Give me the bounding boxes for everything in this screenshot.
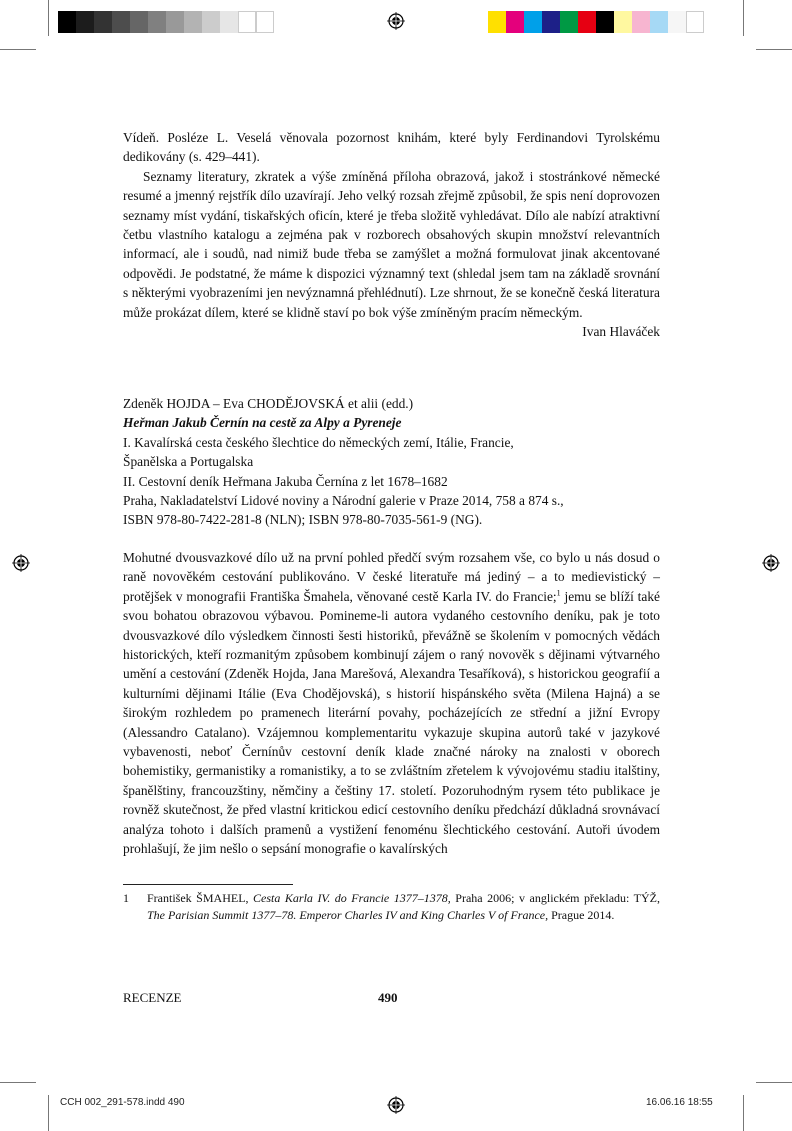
registration-mark-left-icon — [12, 554, 30, 572]
color-swatch — [524, 11, 542, 33]
volume-two-title: II. Cestovní deník Heřmana Jakuba Černína z let 1678–1682 — [123, 473, 448, 489]
volume-one-title: I. Kavalírská cesta českého šlechtice do německých zemí, Itálie, Francie, — [123, 434, 514, 450]
color-swatch — [58, 11, 76, 33]
crop-mark — [0, 49, 36, 50]
crop-mark — [756, 49, 792, 50]
page-number: 490 — [378, 990, 398, 1005]
footnote — [123, 890, 660, 924]
footnote-number: 1 — [123, 891, 129, 905]
color-swatch — [542, 11, 560, 33]
footnote-part: Prague 2014. — [548, 908, 615, 922]
paragraph: Vídeň. Posléze L. Veselá věnovala pozornost knihám, které byly Ferdinandovi Tyrolskému dedikovány (s. 429–441). — [123, 130, 660, 165]
footnote-title: The Parisian Summit 1377–78. Emperor Charles IV and King Charles V of France, — [147, 908, 549, 922]
color-swatch — [76, 11, 94, 33]
running-footer-section: RECENZE — [123, 990, 182, 1005]
slug-datetime: 16.06.16 18:55 — [646, 1097, 713, 1108]
book-authors: Zdeněk HOJDA – Eva CHODĚJOVSKÁ et alii (edd.) — [123, 396, 414, 411]
publisher-line: Praha, Nakladatelství Lidové noviny a Národní galerie v Praze 2014, 758 a 874 s., — [123, 493, 564, 509]
color-swatch — [220, 11, 238, 33]
color-swatch — [166, 11, 184, 33]
crop-mark — [48, 1095, 49, 1131]
color-swatch — [668, 11, 686, 33]
color-bar — [488, 11, 704, 33]
color-swatch — [202, 11, 220, 33]
footnote-title: Cesta Karla IV. do Francie 1377–1378, — [253, 891, 451, 905]
footnote-part: Praha 2006; v anglickém překladu: TÝŽ, — [450, 891, 660, 905]
body-text: jemu se blíží také svou bohatou obrazovou výbavou. Pomineme-li autora vydaného cestovního deníku, pak je toto dvousvazkové dílo výsledkem činnosti šesti historiků, převážně se školením v pomocných vědách historických, kteří rozmanitým způsobem kombinují zájem o raný novověk s dějinami výtvarného umění a cestování (Zdeněk Hojda, Jana Marešová, Alexandra Tesaříková), s historickou geografií a kulturními dějinami Itálie (Eva Chodějovská), s historií hispánského světa (Milena Hajná) a se širokým rozhledem po pramenech literární povahy, pocházejících ze střední a jižní Evropy (Alessandro Catalano). Vzájemnou komplementaritu vykazuje skupina autorů také v jazykové vybavenosti, neboť Černínův cestovní deník klade značné nároky na znalosti v oborech bohemistiky, germanistiky a romanistiky, a to se zvláštním zřetelem k vývojovému stadiu italštiny, španělštiny, francouzštiny, němčiny a češtiny 17. století. Pozoruhodným rysem této publikace je rovněž skutečnost, že před vlastní kritickou edicí cestovního deníku předchází důkladná srovnávací analýza tohoto i dalších pramenů a vystižení fenoménu šlechtického cestování. Autoři úvodem prohlašují, že jim nešlo o sepsání monografie o kavalírských — [123, 588, 660, 857]
footnote-text — [147, 890, 660, 924]
grayscale-bar — [58, 11, 274, 33]
crop-mark — [756, 1082, 792, 1083]
color-swatch — [112, 11, 130, 33]
book-title: Heřman Jakub Černín na cestě za Alpy a Pyreneje — [123, 415, 402, 431]
registration-mark-right-icon — [762, 554, 780, 572]
color-swatch — [488, 11, 506, 33]
color-swatch — [238, 11, 256, 33]
paragraph — [123, 548, 660, 859]
crop-mark — [743, 0, 744, 36]
body-text: Mohutné dvousvazkové dílo už na první pohled předčí svým rozsahem vše, co bylo u nás dosud o raně novověkém cestování publikováno. V české literatuře má jediný – a to medievistický – protějšek v monografii Františka Šmahela, věnované cestě Karla IV. do Francie; — [123, 550, 660, 604]
crop-mark — [743, 1095, 744, 1131]
bibliographic-entry — [123, 394, 660, 530]
color-swatch — [650, 11, 668, 33]
color-swatch — [686, 11, 704, 33]
color-swatch — [560, 11, 578, 33]
isbn-line: ISBN 978-80-7422-281-8 (NLN); ISBN 978-80-7035-561-9 (NG). — [123, 512, 483, 528]
crop-mark — [0, 1082, 36, 1083]
footnote-part: František ŠMAHEL, — [147, 891, 254, 905]
color-swatch — [130, 11, 148, 33]
review-signature: Ivan Hlaváček — [582, 324, 660, 340]
color-swatch — [596, 11, 614, 33]
color-swatch — [148, 11, 166, 33]
color-swatch — [256, 11, 274, 33]
footnote-rule — [123, 884, 293, 885]
color-swatch — [94, 11, 112, 33]
color-swatch — [632, 11, 650, 33]
color-swatch — [614, 11, 632, 33]
review-body — [123, 548, 660, 859]
review-continuation — [123, 128, 660, 341]
color-swatch — [506, 11, 524, 33]
paragraph: Seznamy literatury, zkratek a výše zmíněná příloha obrazová, jakož i stostránkové německé resumé a jmenný rejstřík dílo uzavírají. Jeho velký rozsah zřejmě způsobil, že spis není doprovozen seznamy míst vydání, tiskařských oficín, které je třeba složitě vyhledávat. Dílo ale nabízí atraktivní četbu vlastního katalogu a zejména pak v rozborech obsahových skupin množství relevantních informací, ale i soudů, nad nimiž bude třeba se zamýšlet a možná formulovat jinak akcentované odpovědi. Je podstatné, že máme k dispozici významný text (shledal jsem tam na základě srovnání s některými vyobrazeními jen nevýznamná přehlédnutí). Lze shrnout, že se konečně česká literatura může prokázat dílem, které se klidně staví po bok výše zmíněným pracím německým. — [123, 168, 660, 320]
footnote-reference: 1 — [556, 588, 561, 598]
slug-file-name: CCH 002_291-578.indd 490 — [60, 1097, 185, 1108]
crop-mark — [48, 0, 49, 36]
volume-one-title-cont: Španělska a Portugalska — [123, 454, 254, 470]
registration-mark-bottom-icon — [387, 1096, 405, 1114]
registration-mark-top-icon — [387, 12, 405, 30]
color-swatch — [578, 11, 596, 33]
color-swatch — [184, 11, 202, 33]
